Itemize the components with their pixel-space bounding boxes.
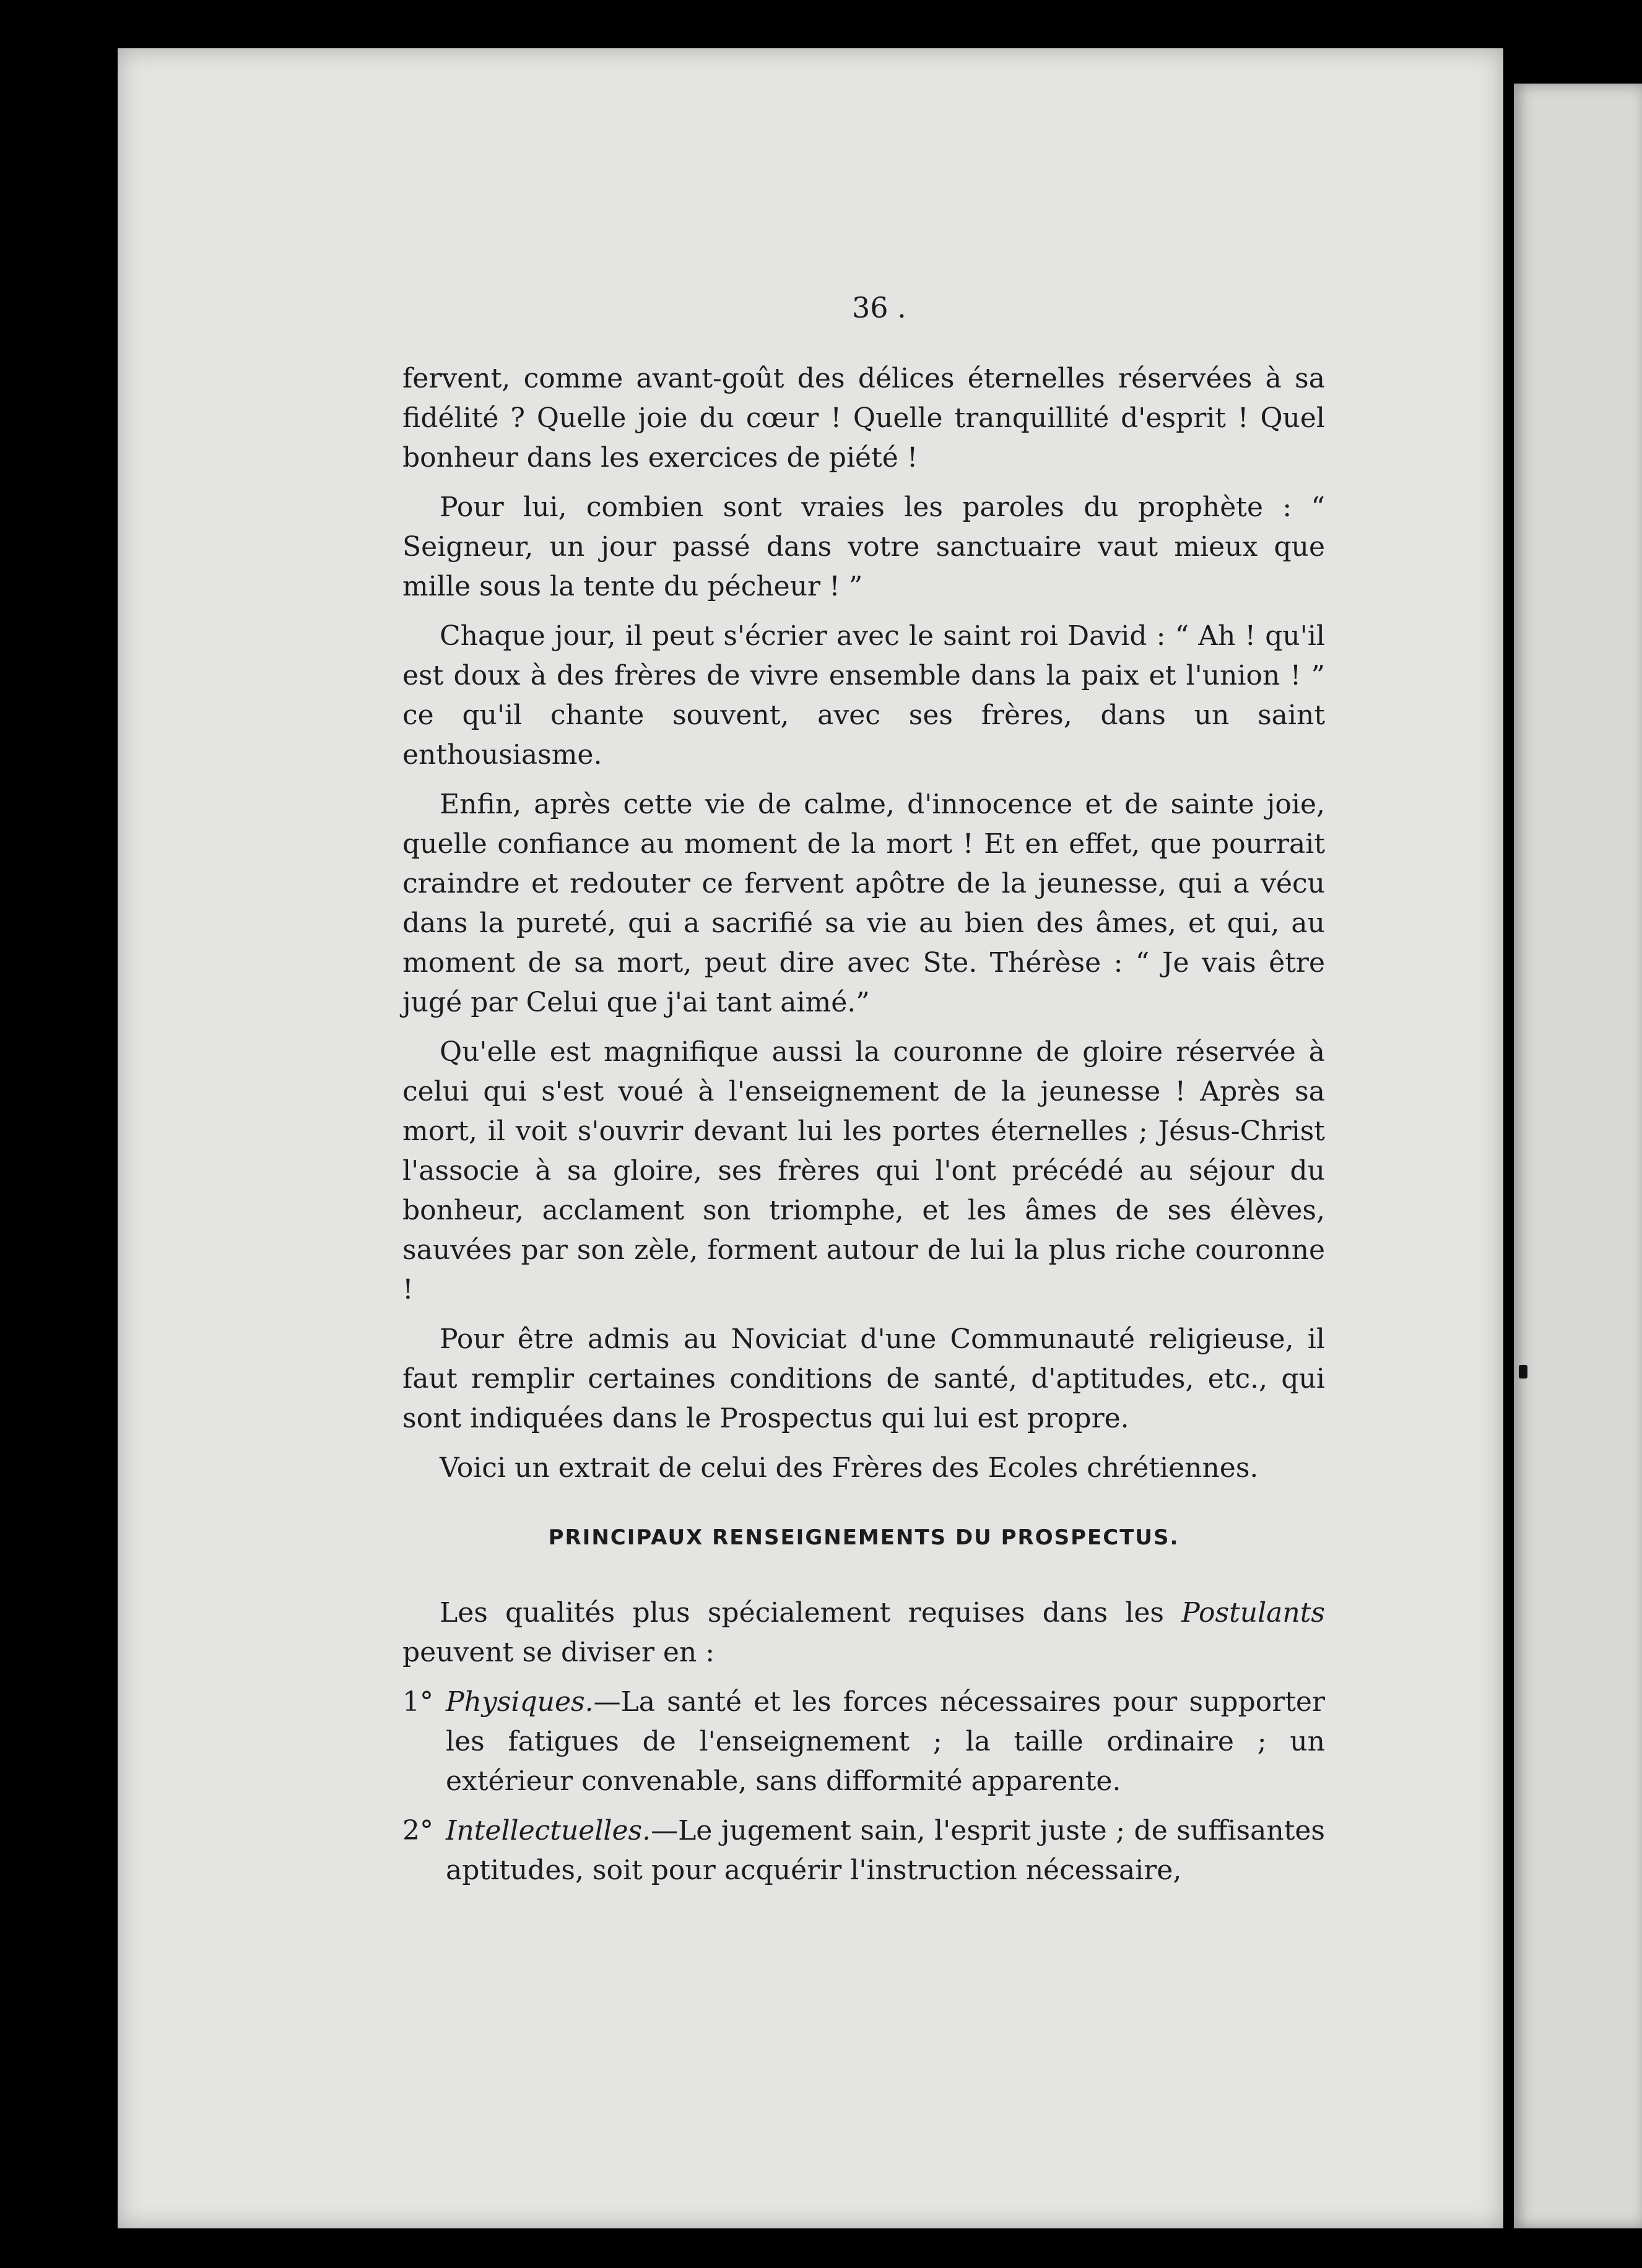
item-number: 1° xyxy=(402,1686,433,1718)
list-item xyxy=(402,1682,1325,1801)
paragraph-6: Pour être admis au Noviciat d'une Communauté religieuse, il faut remplir certaines conditions de santé, d'aptitudes, etc., qui sont indiquées dans le Prospectus qui lui est propre. xyxy=(402,1323,1325,1434)
intro-after: peuvent se diviser en : xyxy=(402,1637,715,1668)
page-number: 36 . xyxy=(852,291,906,324)
paragraph-3: Chaque jour, il peut s'écrier avec le saint roi David : “ Ah ! qu'il est doux à des frères de vivre ensemble dans la paix et l'union ! ” ce qu'il chante souvent, avec ses frères, dans un saint enthousiasme. xyxy=(402,620,1325,771)
item-number: 2° xyxy=(402,1815,433,1846)
item-term: Physiques. xyxy=(446,1686,594,1718)
intro-paragraph xyxy=(402,1593,1325,1673)
list-item xyxy=(402,1811,1325,1890)
paragraph-7: Voici un extrait de celui des Frères des Ecoles chrétiennes. xyxy=(440,1452,1259,1484)
intro-italic: Postulants xyxy=(1181,1597,1325,1629)
item-term: Intellectuelles. xyxy=(446,1815,651,1846)
paragraph-5: Qu'elle est magnifique aussi la couronne de gloire réservée à celui qui s'est voué à l'enseignement de la jeunesse ! Après sa mort, il voit s'ouvrir devant lui les portes éternelles ; Jésus-Christ l'associe à sa gloire, ses frères qui l'ont précédé au séjour du bonheur, acclament son triomphe, et les âmes de ses élèves, sauvées par son zèle, forment autour de lui la plus riche couronne ! xyxy=(402,1036,1325,1305)
page-edge-mark xyxy=(1519,1365,1527,1379)
section-heading: PRINCIPAUX RENSEIGNEMENTS DU PROSPECTUS. xyxy=(548,1525,1179,1550)
paragraph-1: fervent, comme avant-goût des délices éternelles réservées à sa fidélité ? Quelle joie du cœur ! Quelle tranquillité d'esprit ! Quel bonheur dans les exercices de piété ! xyxy=(402,363,1325,474)
intro-before: Les qualités plus spécialement requises dans les xyxy=(440,1597,1182,1629)
item-text: —La santé et les forces nécessaires pour supporter les fatigues de l'enseignement ; la taille ordinaire ; un extérieur convenable, sans difformité apparente. xyxy=(446,1686,1325,1797)
paragraph-4: Enfin, après cette vie de calme, d'innocence et de sainte joie, quelle confiance au moment de la mort ! Et en effet, que pourrait craindre et redouter ce fervent apôtre de la jeunesse, qui a vécu dans la pureté, qui a sacrifié sa vie au bien des âmes, et qui, au moment de sa mort, peut dire avec Ste. Thérèse : “ Je vais être jugé par Celui que j'ai tant aimé.” xyxy=(402,789,1325,1018)
page-body xyxy=(402,359,1325,1900)
adjacent-page-edge xyxy=(1514,84,1642,2228)
paragraph-2: Pour lui, combien sont vraies les paroles du prophète : “ Seigneur, un jour passé dans votre sanctuaire vaut mieux que mille sous la tente du pécheur ! ” xyxy=(402,491,1325,602)
item-text: —Le jugement sain, l'esprit juste ; de suffisantes aptitudes, soit pour acquérir l'instruction nécessaire, xyxy=(446,1815,1325,1886)
